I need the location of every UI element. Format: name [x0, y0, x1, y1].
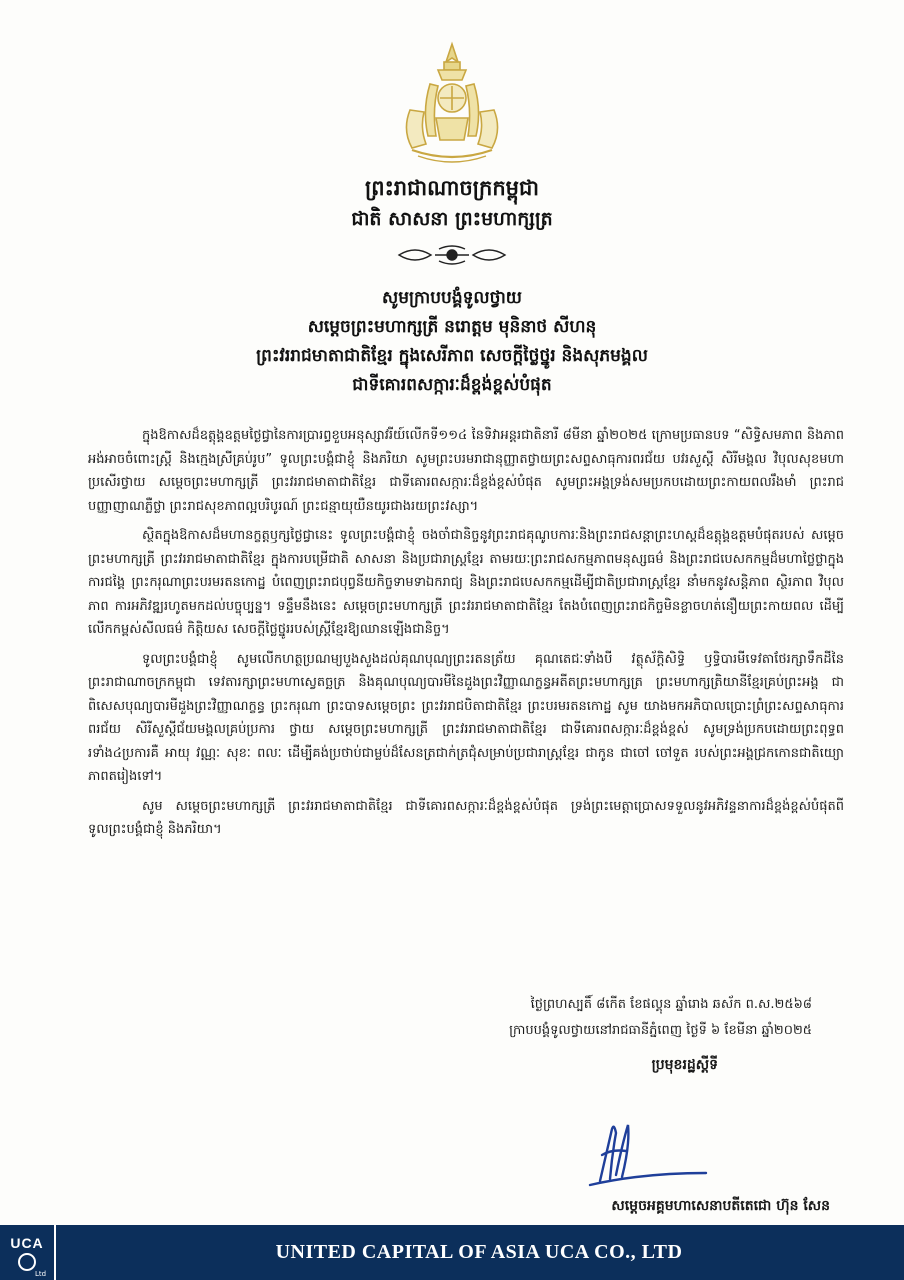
heading-line-4: ជាទីគោរពសក្ការៈដ៏ខ្ពង់ខ្ពស់បំផុត: [352, 375, 552, 395]
letter-body: [88, 424, 844, 848]
paragraph-4: សូម សម្តេចព្រះមហាក្សត្រី ព្រះវររាជមាតាជាតិខ្មែរ ជាទីគោរពសក្ការៈដ៏ខ្ពង់ខ្ពស់បំផុត ទ្រង់ព្រះមេត្តាប្រោសទទួលនូវអភិវន្ទនាការដ៏ខ្ពង់ខ្ពស់បំផុតពីទូលព្រះបង្គំជាខ្ញុំ និងភរិយា។: [88, 798, 844, 837]
logo-text: UCA: [10, 1234, 44, 1251]
footer-note: Ltd: [35, 1270, 47, 1278]
signature-icon: [582, 1115, 712, 1195]
heading-line-2: សម្តេចព្រះមហាក្សត្រី នរោត្តម មុនិនាថ សីហនុ: [307, 317, 597, 337]
kingdom-name: ព្រះរាជាណាចក្រកម្ពុជា: [364, 175, 539, 200]
company-name: UNITED CAPITAL OF ASIA UCA CO., LTD: [275, 1241, 683, 1263]
paragraph-2: ស្ថិតក្នុងឱកាសដ៏មហានក្ខត្តឫក្សថ្ងៃជ្វានេះ ទូលព្រះបង្គំជាខ្ញុំ ចងចាំជានិច្ចនូវព្រះរាជគុណូបការៈនិងព្រះរាជសន្ដាព្រះហស្តដ៏ឧត្តុង្គឧត្តមបំផុតរបស់ សម្តេចព្រះមហាក្សត្រី ព្រះវររាជមាតាជាតិខ្មែរ ក្នុងការបម្រើជាតិ សាសនា និងប្រជារាស្ត្រខ្មែរ តាមរយៈព្រះរាជសកម្មភាពមនុស្សធម៌ និងព្រះរាជបេសកកម្មដ៏មហាថ្លៃថ្លាក្នុងការជង្គៃ ព្រះករុណាព្រះបរមរតនកោដ្ឋ បំពេញព្រះរាជបុព្វនីយកិច្ចទាមទាឯករាជ្យ និងព្រះរាជបេសកកម្មដើម្បីជាតិប្រជារាស្ត្រខ្មែរ នាំមកនូវសន្តិភាព ស្ថិរភាព វិបុលភាព ការអភិវឌ្ឍរហូតមកដល់បច្ចុប្បន្ន។ ទន្ទឹមនឹងនេះ សម្តេចព្រះមហាក្សត្រី ព្រះវររាជមាតាជាតិខ្មែរ តែងបំពេញព្រះរាជកិច្ចមិនខ្លាចហត់នឿយព្រះកាយពល ដើម្បីលើកកម្ពស់សីលធម៌ កិត្តិយស សេចក្តីថ្លៃថ្នូររបស់ស្ត្រីខ្មែរឱ្យឈានឡើងជានិច្ច។: [88, 528, 844, 637]
salutation-heading: [40, 284, 864, 400]
ornament-divider-icon: [395, 243, 509, 267]
footer-bar: [0, 1225, 904, 1280]
logo-mark: [18, 1253, 36, 1271]
signer-name: សម្តេចអគ្គមហាសេនាបតីតេជោ ហ៊ុន សែន: [611, 1198, 830, 1214]
signature-title: ប្រមុខរដ្ឋស្តីទី: [651, 1057, 718, 1073]
kingdom-header: [0, 172, 904, 234]
lunar-date: ថ្ងៃព្រហស្បតិ៍ ៨កើត ខែផល្គុន ឆ្នាំរោង ឆស័ក ព.ស.២៥៦៨: [530, 997, 812, 1012]
date-block: [509, 992, 812, 1044]
heading-line-3: ព្រះវររាជមាតាជាតិខ្មែរ ក្នុងសេរីភាព សេចក្តីថ្លៃថ្នូរ និងសុភមង្គល: [256, 346, 648, 366]
national-motto: ជាតិ សាសនា ព្រះមហាក្សត្រ: [351, 208, 553, 230]
uca-logo-icon: [0, 1225, 56, 1280]
paragraph-1: ក្នុងឱកាសដ៏ឧត្តុង្គឧត្តមថ្ងៃជ្វានៃការប្រារព្ធខួបអនុស្សាវរីយ៍លើកទី១១៤ នៃទិវាអន្តរជាតិនារី ៨មីនា ឆ្នាំ២០២៥ ក្រោមប្រធានបទ “សិទ្ធិសមភាព និងភាពអង់អាចចំពោះស្ត្រី និងក្មេងស្រីគ្រប់រូប” ទូលព្រះបង្គំជាខ្ញុំ និងភរិយា សូមព្រះបរមរាជានុញ្ញាតថ្វាយព្រះសព្ទសាធុការពរជ័យ បវរសួស្តី សិរីមង្គល វិបុលសុខមហាប្រសើរថ្វាយ សម្តេចព្រះមហាក្សត្រី ព្រះវររាជមាតាជាតិខ្មែរ ជាទីគោរពសក្ការៈដ៏ខ្ពង់ខ្ពស់បំផុត សូមព្រះអង្គទ្រង់សមប្រកបដោយព្រះកាយពលរឹងមាំ ព្រះរាជបញ្ញាញាណភ្លឺថ្លា ព្រះរាជសុខភាពល្អបរិបូរណ៍ ព្រះជន្មាយុយឺនយូរជាងរយព្រះវស្សា។: [88, 428, 844, 514]
royal-emblem-icon: [392, 40, 512, 165]
place-date: ក្រាបបង្គំទូលថ្វាយនៅរាជធានីភ្នំពេញ ថ្ងៃទី ៦ ខែមីនា ឆ្នាំ២០២៥: [509, 1023, 812, 1038]
paragraph-3: ទូលព្រះបង្គំជាខ្ញុំ សូមលើកហត្ថប្រណម្យបួងសួងដល់គុណបុណ្យព្រះរតនត្រ័យ គុណតេជៈទាំងបី វត្ថុស័ក្តិសិទ្ធិ ឫទ្ធិបារមីទេវតាថែរក្សាទឹកដីនៃព្រះរាជាណាចក្រកម្ពុជា ទេវតារក្សាព្រះមហាស្វេតច្ឆត្រ និងគុណបុណ្យបារមីនៃដួងព្រះវិញ្ញាណក្ខន្ធអតីតព្រះមហាក្សត្រ ព្រះមហាក្សត្រិយានីខ្មែរគ្រប់ព្រះអង្គ ជាពិសេសបុណ្យបារមីដួងព្រះវិញ្ញាណក្ខន្ធ ព្រះករុណា ព្រះបាទសម្តេចព្រះ ព្រះវររាជបិតាជាតិខ្មែរ ព្រះបរមរតនកោដ្ឋ សូម យាងមកអភិបាលប្រោះព្រំព្រះសព្ទសាធុការពរជ័យ សិរីសួស្តីជ័យមង្គលគ្រប់ប្រការ ថ្វាយ សម្តេចព្រះមហាក្សត្រី ព្រះវររាជមាតាជាតិខ្មែរ ជាទីគោរពសក្ការៈដ៏ខ្ពង់ខ្ពស់ សូមទ្រង់ប្រកបដោយព្រះពុទ្ធពរទាំង៤ប្រការគឺ អាយុ វណ្ណៈ សុខៈ ពលៈ ដើម្បីគង់ប្រថាប់ជាម្លប់ដ៏សែនត្រជាក់ត្រជុំសម្រាប់ប្រជារាស្ត្រខ្មែរ ជាកូន ជាចៅ ចៅទួត របស់ព្រះអង្គជ្រកកោនជាតិយ្យោភាពតរៀងទៅ។: [88, 651, 844, 784]
heading-line-1: សូមក្រាបបង្គំទូលថ្វាយ: [382, 288, 522, 308]
